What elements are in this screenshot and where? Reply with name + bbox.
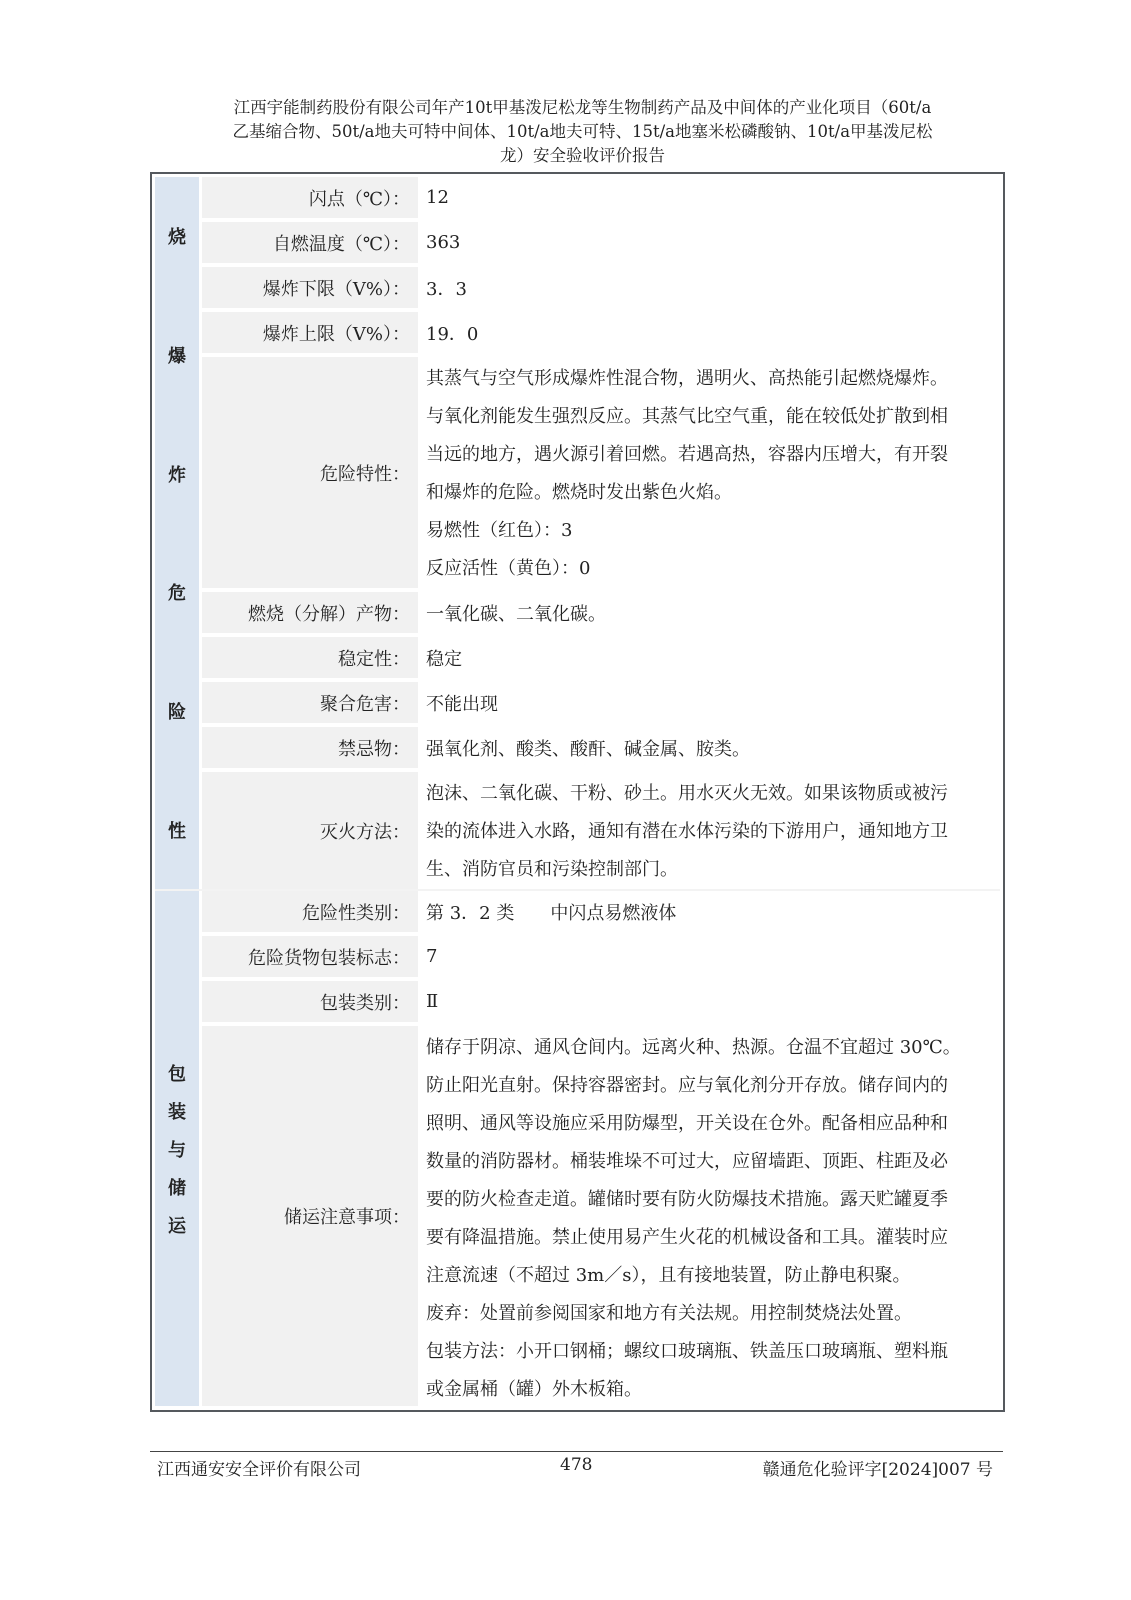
section-char: 运 [168, 1215, 186, 1237]
polymerization-label: 聚合危害： [202, 682, 418, 723]
storage-line: 防止阳光直射。保持容器密封。应与氧化剂分开存放。储存间内的 [426, 1075, 948, 1096]
storage-line: 包装方法：小开口钢桶；螺纹口玻璃瓶、铁盖压口玻璃瓶、塑料瓶 [426, 1341, 948, 1362]
flash-point-label: 闪点（℃）： [202, 177, 418, 218]
package-class-label: 包装类别： [202, 981, 418, 1022]
hazard-line: 和爆炸的危险。燃烧时发出紫色火焰。 [426, 482, 732, 503]
package-mark-value: 7 [422, 936, 1002, 977]
section-char: 爆 [168, 345, 186, 367]
msds-table [150, 172, 1005, 1412]
section-char: 危 [168, 583, 186, 605]
incompatible-value: 强氧化剂、酸类、酸酐、碱金属、胺类。 [422, 727, 1002, 768]
footer-divider [150, 1451, 1003, 1452]
hazard-class-value: 第 3．2 类 中闪点易燃液体 [422, 891, 1002, 932]
page-header [150, 96, 1015, 168]
section-packaging-storage [155, 891, 199, 1406]
flash-point-value: 12 [422, 177, 1002, 218]
storage-line: 要有降温措施。禁止使用易产生火花的机械设备和工具。灌装时应 [426, 1227, 948, 1248]
package-class-value: Ⅱ [422, 981, 1002, 1022]
storage-line: 数量的消防器材。桶装堆垛不可过大，应留墙距、顶距、柱距及必 [426, 1151, 948, 1172]
autoignition-label: 自燃温度（℃）： [202, 222, 418, 263]
extinguish-line: 染的流体进入水路，通知有潜在水体污染的下游用户，通知地方卫 [426, 821, 948, 842]
products-label: 燃烧（分解）产物： [202, 592, 418, 633]
footer-page-number: 478 [560, 1455, 593, 1475]
uel-value: 19．0 [422, 312, 1002, 353]
extinguish-line: 生、消防官员和污染控制部门。 [426, 859, 678, 880]
section-combustion-hazard [155, 177, 199, 889]
hazard-line: 易燃性（红色）：3 [426, 520, 573, 541]
storage-line: 注意流速（不超过 3m／s），且有接地装置，防止静电积聚。 [426, 1265, 911, 1286]
hazard-line: 与氧化剂能发生强烈反应。其蒸气比空气重，能在较低处扩散到相 [426, 406, 948, 427]
incompatible-label: 禁忌物： [202, 727, 418, 768]
header-line-1: 江西宇能制药股份有限公司年产10t甲基泼尼松龙等生物制药产品及中间体的产业化项目（60t/a [233, 98, 932, 117]
section-char: 烧 [168, 227, 186, 249]
lel-label: 爆炸下限（V%）： [202, 267, 418, 308]
hazard-line: 反应活性（黄色）：0 [426, 558, 591, 579]
extinguish-line: 泡沫、二氧化碳、干粉、砂土。用水灭火无效。如果该物质或被污 [426, 783, 948, 804]
hazard-value [422, 357, 1002, 588]
hazard-label: 危险特性： [202, 357, 418, 588]
section-char: 储 [168, 1177, 186, 1199]
hazard-class-label: 危险性类别： [202, 891, 418, 932]
storage-line: 储存于阴凉、通风仓间内。远离火种、热源。仓温不宜超过 30℃。 [426, 1037, 961, 1058]
section-char: 包 [168, 1063, 186, 1085]
extinguish-label: 灭火方法： [202, 772, 418, 889]
stability-label: 稳定性： [202, 637, 418, 678]
header-line-3: 龙）安全验收评价报告 [500, 146, 665, 165]
section-char: 炸 [168, 464, 186, 486]
footer-company: 江西通安安全评价有限公司 [157, 1460, 361, 1480]
section-char: 装 [168, 1101, 186, 1123]
hazard-line: 其蒸气与空气形成爆炸性混合物，遇明火、高热能引起燃烧爆炸。 [426, 368, 948, 389]
polymerization-value: 不能出现 [422, 682, 1002, 723]
storage-notes-value [422, 1026, 1002, 1406]
storage-line: 要的防火检查走道。罐储时要有防火防爆技术措施。露天贮罐夏季 [426, 1189, 948, 1210]
package-mark-label: 危险货物包装标志： [202, 936, 418, 977]
section-char: 性 [168, 820, 186, 842]
storage-line: 废弃：处置前参阅国家和地方有关法规。用控制焚烧法处置。 [426, 1303, 912, 1324]
extinguish-value [422, 772, 1002, 889]
header-line-2: 乙基缩合物、50t/a地夫可特中间体、10t/a地夫可特、15t/a地塞米松磷酸钠、10t/a甲基泼尼松 [232, 122, 933, 141]
stability-value: 稳定 [422, 637, 1002, 678]
storage-line: 或金属桶（罐）外木板箱。 [426, 1379, 642, 1400]
autoignition-value: 363 [422, 222, 1002, 263]
products-value: 一氧化碳、二氧化碳。 [422, 592, 1002, 633]
section-char: 与 [168, 1139, 186, 1161]
storage-notes-label: 储运注意事项： [202, 1026, 418, 1406]
lel-value: 3．3 [422, 267, 1002, 308]
uel-label: 爆炸上限（V%）： [202, 312, 418, 353]
storage-line: 照明、通风等设施应采用防爆型，开关设在仓外。配备相应品种和 [426, 1113, 948, 1134]
section-char: 险 [168, 701, 186, 723]
footer-document-number: 赣通危化验评字[2024]007 号 [762, 1460, 993, 1480]
hazard-line: 当远的地方，遇火源引着回燃。若遇高热，容器内压增大，有开裂 [426, 444, 948, 465]
